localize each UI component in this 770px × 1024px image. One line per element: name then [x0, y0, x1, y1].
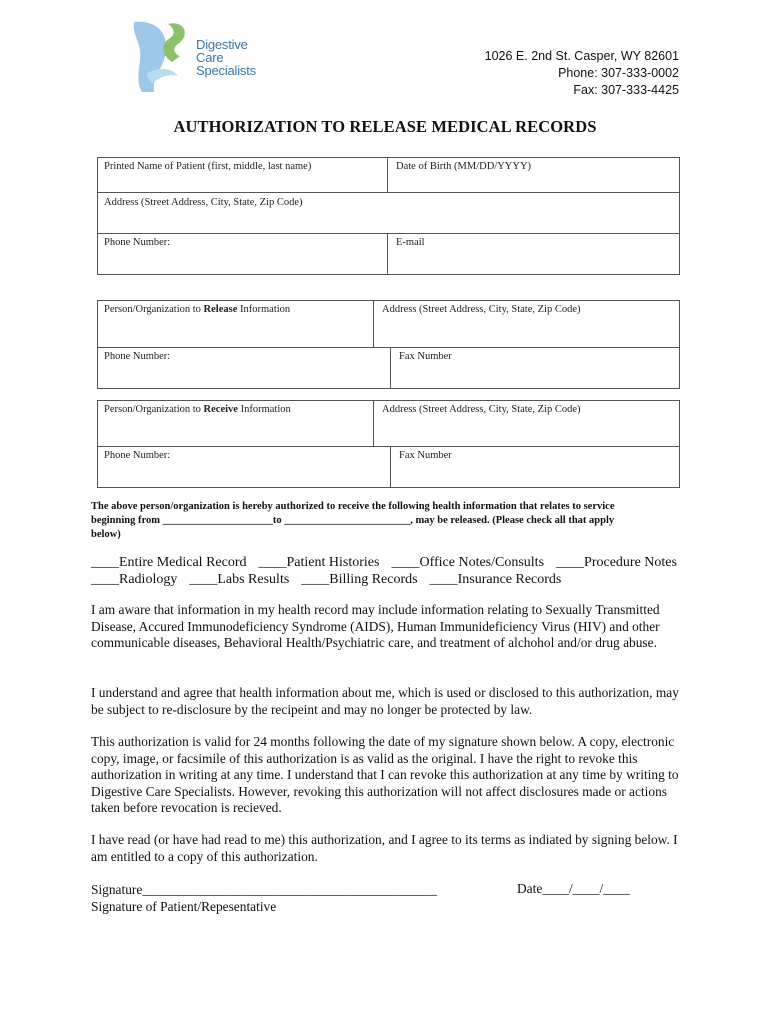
patient-email-field[interactable]: E-mail [396, 237, 425, 248]
paragraph-disclosure-types: I am aware that information in my health record may include information relating to Sexually Transmitted Disease, Accured Immunodeficiency Syndrome (AIDS), Human Immunideficiency Virus (HIV) and other communicable diseases, Behavioral Health/Psychiatric care, and treatment of alchohol and/or drug abuse. [91, 602, 660, 651]
option-insurance-records[interactable]: ____Insurance Records [429, 572, 562, 587]
logo-line-1: Digestive [196, 37, 248, 52]
release-org-bold: Release [203, 304, 238, 315]
date-field[interactable]: Date____/____/____ [517, 881, 631, 896]
receive-org-prefix: Person/Organization to [104, 404, 204, 415]
receive-org-field[interactable] [97, 400, 373, 446]
option-procedure-notes[interactable]: ____Procedure Notes [556, 555, 677, 570]
release-org-suffix: Information [237, 304, 291, 315]
receive-org-bold: Receive [203, 404, 238, 415]
logo-line-3: Specialists [196, 63, 256, 78]
release-org-field[interactable] [97, 300, 373, 347]
contact-address: 1026 E. 2nd St. Casper, WY 82601 [484, 49, 679, 63]
signature-line[interactable]: Signature____________________________________________ [91, 882, 437, 897]
contact-block [485, 48, 679, 99]
option-labs-results[interactable]: ____Labs Results [189, 572, 290, 587]
logo-line-2: Care [196, 50, 224, 65]
receive-org-suffix: Information [237, 404, 291, 415]
release-address-field[interactable]: Address (Street Address, City, State, Zip Code) [382, 304, 581, 315]
option-radiology[interactable]: ____Radiology [91, 572, 178, 587]
options-row-1 [91, 554, 689, 571]
contact-phone: Phone: 307-333-0002 [558, 66, 679, 80]
receive-phone-field[interactable]: Phone Number: [104, 450, 171, 461]
record-type-options [91, 554, 689, 588]
options-row-2 [91, 571, 689, 588]
paragraph-redisclosure: I understand and agree that health information about me, which is used or disclosed to this authorization, may be subject to re-disclosure by the recipeint and may no longer be protected by law. [91, 685, 679, 717]
release-fax-field[interactable]: Fax Number [399, 351, 452, 362]
option-entire-medical-record[interactable]: ____Entire Medical Record [91, 555, 247, 570]
authorization-note-line-2[interactable]: beginning from _____________________to ________________________, may be released. (Please check all that apply [91, 515, 615, 526]
signature-caption: Signature of Patient/Repesentative [91, 899, 277, 914]
receive-address-field[interactable]: Address (Street Address, City, State, Zip Code) [382, 404, 581, 415]
patient-phone-field[interactable]: Phone Number: [104, 237, 171, 248]
paragraph-validity: This authorization is valid for 24 months following the date of my signature shown below. A copy, electronic copy, image, or facsimile of this authorization is as valid as the original. I have the right to revoke this authorization in writing at any time. I understand that I can revoke this authorization at any time by writing to Digestive Care Specialists. However, revoking this authorization will not affect disclosures made or actions taken before revocation is recieved. [91, 734, 679, 816]
receive-fax-field[interactable]: Fax Number [399, 450, 452, 461]
patient-dob-field[interactable]: Date of Birth (MM/DD/YYYY) [396, 161, 532, 172]
contact-fax: Fax: 307-333-4425 [573, 83, 679, 97]
option-office-notes[interactable]: ____Office Notes/Consults [391, 555, 545, 570]
patient-address-field[interactable]: Address (Street Address, City, State, Zip Code) [104, 197, 303, 208]
signature-block [91, 881, 437, 915]
logo-text [196, 38, 256, 77]
patient-name-field[interactable]: Printed Name of Patient (first, middle, last name) [104, 161, 312, 172]
authorization-note [91, 500, 681, 542]
authorization-note-line-3: below) [91, 529, 121, 540]
release-phone-field[interactable]: Phone Number: [104, 351, 171, 362]
paragraph-acknowledgement: I have read (or have had read to me) this authorization, and I agree to its terms as indiated by signing below. I am entitled to a copy of this authorization. [91, 832, 678, 864]
release-org-prefix: Person/Organization to [104, 304, 204, 315]
option-patient-histories[interactable]: ____Patient Histories [258, 555, 380, 570]
option-billing-records[interactable]: ____Billing Records [301, 572, 418, 587]
page-title: AUTHORIZATION TO RELEASE MEDICAL RECORDS [173, 117, 597, 136]
authorization-note-line-1: The above person/organization is hereby authorized to receive the following health information that relates to service [91, 501, 615, 512]
